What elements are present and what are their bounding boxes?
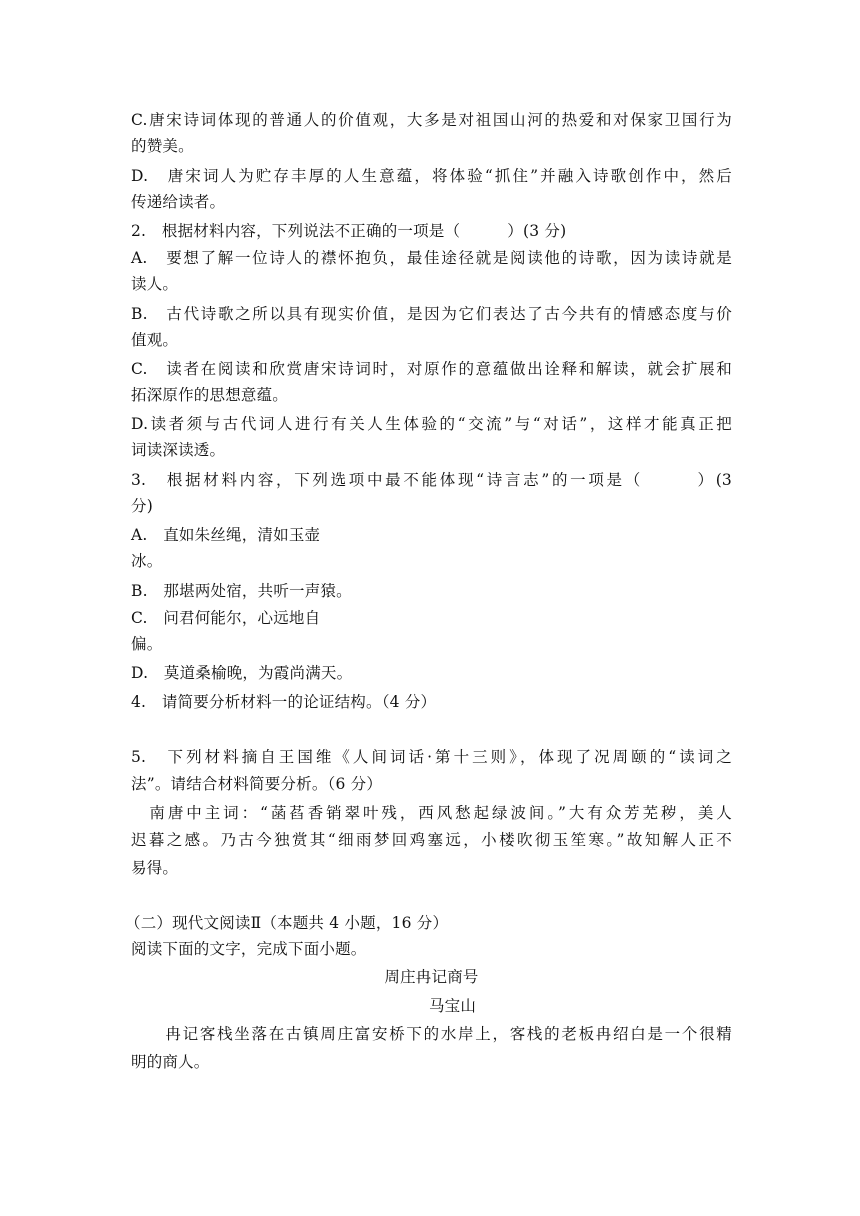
section2-instruction: 阅读下面的文字，完成下面小题。 <box>131 940 367 958</box>
q1-option-d-line1: D. 唐宋词人为贮存丰厚的人生意蕴，将体验“抓住”并融入诗歌创作中，然后 <box>131 167 732 185</box>
q2-option-a-line1: A. 要想了解一位诗人的襟怀抱负，最佳途径就是阅读他的诗歌，因为读诗就是 <box>131 249 732 267</box>
article-paragraph-line1: 冉记客栈坐落在古镇周庄富安桥下的水岸上，客栈的老板冉绍白是一个很精 <box>131 1025 732 1043</box>
q3-option-c-line1: C. 问君何能尔，心远地自 <box>131 609 321 627</box>
q2-option-d-line2: 词读深读透。 <box>131 441 226 459</box>
section2-header: （二）现代文阅读Ⅱ（本题共 4 小题，16 分） <box>125 914 449 932</box>
q3-option-d: D. 莫道桑榆晚，为霞尚满天。 <box>131 664 353 682</box>
q2-option-b-line1: B. 古代诗歌之所以具有现实价值，是因为它们表达了古今共有的情感态度与价 <box>131 305 732 323</box>
q2-option-a-line2: 读人。 <box>131 275 179 293</box>
q1-option-d-line2: 传递给读者。 <box>131 193 226 211</box>
q3-option-b: B. 那堪两处宿，共听一声猿。 <box>131 582 352 600</box>
q5-stem-line1: 5. 下列材料摘自王国维《人间词话·第十三则》，体现了况周颐的“读词之 <box>131 748 732 766</box>
q3-option-c-line2: 偏。 <box>131 635 163 653</box>
q2-option-d-line1: D.读者须与古代词人进行有关人生体验的“交流”与“对话”，这样才能真正把 <box>131 415 732 433</box>
q3-stem-line2: 分) <box>131 497 153 515</box>
q3-option-a-line2: 冰。 <box>131 552 163 570</box>
article-title: 周庄冉记商号 <box>384 968 479 986</box>
q5-stem-line2: 法”。请结合材料简要分析。（6 分） <box>131 775 383 793</box>
q2-option-c-line1: C. 读者在阅读和欣赏唐宋诗词时，对原作的意蕴做出诠释和解读，就会扩展和 <box>131 360 732 378</box>
article-author: 马宝山 <box>428 997 477 1015</box>
q3-stem-line1: 3. 根据材料内容，下列选项中最不能体现“诗言志”的一项是（ ）(3 <box>131 471 732 489</box>
q5-quote-line3: 易得。 <box>131 859 179 877</box>
q3-option-a-line1: A. 直如朱丝绳，清如玉壶 <box>131 526 321 544</box>
article-paragraph-line2: 明的商人。 <box>131 1053 210 1071</box>
q2-option-c-line2: 拓深原作的思想意蕴。 <box>131 386 289 404</box>
q5-quote-line2: 迟暮之感。乃古今独赏其“细雨梦回鸡塞远，小楼吹彻玉笙寒。”故知解人正不 <box>131 831 732 849</box>
q4-stem: 4. 请简要分析材料一的论证结构。（4 分） <box>131 693 437 711</box>
q2-option-b-line2: 值观。 <box>131 331 179 349</box>
q1-option-c-line2: 的赞美。 <box>131 137 194 155</box>
q2-stem: 2. 根据材料内容，下列说法不正确的一项是（ ）(3 分) <box>131 222 567 240</box>
q5-quote-line1: 南唐中主词：“菡萏香销翠叶残，西风愁起绿波间。”大有众芳芜秽，美人 <box>131 804 732 822</box>
q1-option-c-line1: C.唐宋诗词体现的普通人的价值观，大多是对祖国山河的热爱和对保家卫国行为 <box>131 111 732 129</box>
